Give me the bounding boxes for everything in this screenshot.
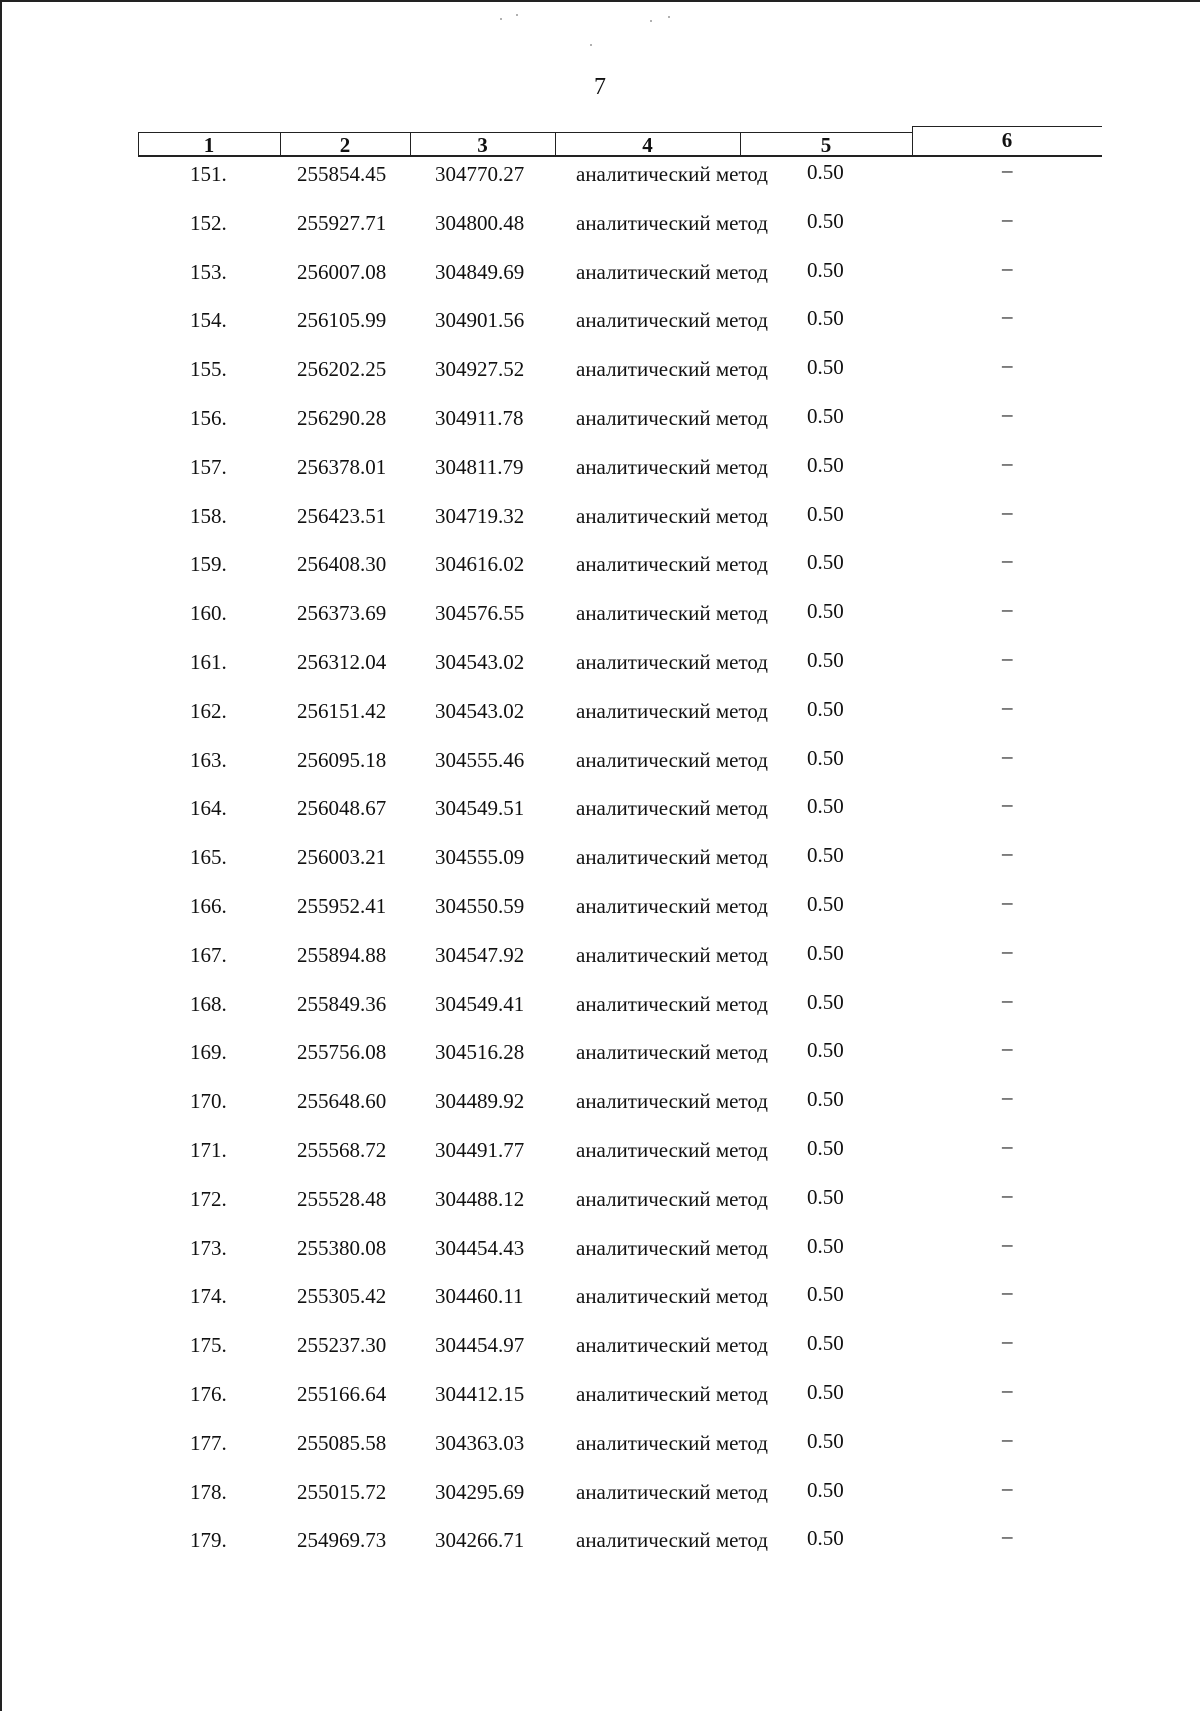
note-cell: –	[1002, 645, 1013, 670]
precision-cell: 0.50	[807, 696, 844, 721]
coordinate-x: 256048.67	[297, 796, 387, 821]
precision-cell: 0.50	[807, 745, 844, 770]
method-cell: аналитический метод	[576, 1430, 768, 1455]
precision-cell: 0.50	[807, 794, 844, 819]
method-cell: аналитический метод	[576, 308, 768, 333]
coordinate-x: 255166.64	[297, 1381, 387, 1406]
precision-cell: 0.50	[807, 306, 844, 331]
precision-cell: 0.50	[807, 1428, 844, 1453]
coordinate-y: 304770.27	[435, 162, 525, 186]
coordinate-x: 254969.73	[297, 1528, 387, 1553]
row-number: 159.	[190, 552, 227, 577]
coordinate-x: 255952.41	[297, 893, 387, 918]
row-number: 156.	[190, 405, 227, 430]
row-number: 164.	[190, 796, 227, 821]
coordinate-x: 256312.04	[297, 649, 387, 674]
table-row	[0, 1036, 1200, 1085]
coordinate-y: 304460.11	[435, 1284, 524, 1309]
precision-cell: 0.50	[807, 647, 844, 672]
row-number: 176.	[190, 1381, 227, 1406]
precision-cell: 0.50	[807, 1038, 844, 1063]
coordinate-x: 255015.72	[297, 1479, 387, 1504]
coordinate-x: 255305.42	[297, 1284, 387, 1309]
row-number: 155.	[190, 357, 227, 382]
coordinate-x: 256151.42	[297, 698, 387, 723]
method-cell: аналитический метод	[576, 698, 768, 723]
table-row	[0, 158, 1200, 207]
coordinate-y: 304927.52	[435, 357, 525, 382]
row-number: 170.	[190, 1089, 227, 1114]
coordinate-y: 304901.56	[435, 308, 525, 333]
coordinate-x: 255854.45	[297, 162, 387, 186]
note-cell: –	[1002, 353, 1013, 378]
row-number: 179.	[190, 1528, 227, 1553]
method-cell: аналитический метод	[576, 454, 768, 479]
method-cell: аналитический метод	[576, 210, 768, 235]
column-header-6: 6	[1001, 128, 1013, 152]
row-number: 172.	[190, 1186, 227, 1211]
table-row	[0, 1134, 1200, 1183]
coordinate-y: 304266.71	[435, 1528, 525, 1553]
table-row	[0, 1427, 1200, 1476]
note-cell: –	[1002, 743, 1013, 768]
method-cell: аналитический метод	[576, 503, 768, 528]
coordinate-y: 304719.32	[435, 503, 525, 528]
coordinate-y: 304412.15	[435, 1381, 525, 1406]
coordinate-y: 304576.55	[435, 601, 525, 626]
table-row	[0, 353, 1200, 402]
precision-cell: 0.50	[807, 257, 844, 282]
coordinate-y: 304547.92	[435, 942, 525, 967]
table-row	[0, 792, 1200, 841]
coordinate-y: 304549.51	[435, 796, 525, 821]
coordinate-x: 255849.36	[297, 991, 387, 1016]
column-header-1: 1	[203, 133, 215, 157]
method-cell: аналитический метод	[576, 1528, 768, 1553]
row-number: 160.	[190, 601, 227, 626]
table-row	[0, 402, 1200, 451]
table-row	[0, 256, 1200, 305]
row-number: 178.	[190, 1479, 227, 1504]
table-row	[0, 695, 1200, 744]
row-number: 163.	[190, 747, 227, 772]
note-cell: –	[1002, 158, 1013, 182]
coordinate-x: 255927.71	[297, 210, 387, 235]
precision-cell: 0.50	[807, 1379, 844, 1404]
table-row	[0, 1232, 1200, 1281]
table-row	[0, 451, 1200, 500]
column-header-4: 4	[642, 133, 653, 157]
note-cell: –	[1002, 1182, 1013, 1207]
method-cell: аналитический метод	[576, 405, 768, 430]
table-row	[0, 207, 1200, 256]
precision-cell: 0.50	[807, 1087, 844, 1112]
coordinate-y: 304543.02	[435, 698, 525, 723]
coordinate-x: 256105.99	[297, 308, 387, 333]
table-row	[0, 1329, 1200, 1378]
row-number: 157.	[190, 454, 227, 479]
coordinate-y: 304363.03	[435, 1430, 525, 1455]
precision-cell: 0.50	[807, 1233, 844, 1258]
note-cell: –	[1002, 450, 1013, 475]
note-cell: –	[1002, 1475, 1013, 1500]
coordinate-y: 304454.43	[435, 1235, 525, 1260]
precision-cell: 0.50	[807, 501, 844, 526]
scan-speck	[650, 20, 652, 22]
coordinate-x: 255085.58	[297, 1430, 387, 1455]
coordinate-x: 256373.69	[297, 601, 387, 626]
coordinate-x: 255568.72	[297, 1137, 387, 1162]
note-cell: –	[1002, 1231, 1013, 1256]
row-number: 158.	[190, 503, 227, 528]
coordinate-y: 304489.92	[435, 1089, 525, 1114]
note-cell: –	[1002, 1280, 1013, 1305]
precision-cell: 0.50	[807, 1477, 844, 1502]
coordinate-y: 304555.46	[435, 747, 525, 772]
coordinate-x: 255648.60	[297, 1089, 387, 1114]
row-number: 152.	[190, 210, 227, 235]
method-cell: аналитический метод	[576, 259, 768, 284]
precision-cell: 0.50	[807, 550, 844, 575]
coordinate-x: 256095.18	[297, 747, 387, 772]
note-cell: –	[1002, 938, 1013, 963]
precision-cell: 0.50	[807, 599, 844, 624]
precision-cell: 0.50	[807, 1135, 844, 1160]
precision-cell: 0.50	[807, 1282, 844, 1307]
precision-cell: 0.50	[807, 843, 844, 868]
note-cell: –	[1002, 841, 1013, 866]
note-cell: –	[1002, 987, 1013, 1012]
precision-cell: 0.50	[807, 891, 844, 916]
row-number: 175.	[190, 1333, 227, 1358]
method-cell: аналитический метод	[576, 845, 768, 870]
table-row	[0, 1524, 1200, 1573]
row-number: 168.	[190, 991, 227, 1016]
precision-cell: 0.50	[807, 1526, 844, 1551]
scan-speck	[668, 16, 670, 18]
method-cell: аналитический метод	[576, 796, 768, 821]
precision-cell: 0.50	[807, 452, 844, 477]
coordinate-x: 256202.25	[297, 357, 387, 382]
method-cell: аналитический метод	[576, 1333, 768, 1358]
note-cell: –	[1002, 1377, 1013, 1402]
method-cell: аналитический метод	[576, 747, 768, 772]
page-border-top	[0, 0, 1200, 2]
method-cell: аналитический метод	[576, 1284, 768, 1309]
table-row	[0, 500, 1200, 549]
precision-cell: 0.50	[807, 355, 844, 380]
row-number: 166.	[190, 893, 227, 918]
coordinate-y: 304555.09	[435, 845, 525, 870]
row-number: 177.	[190, 1430, 227, 1455]
coordinate-x: 256423.51	[297, 503, 387, 528]
table-row	[0, 744, 1200, 793]
row-number: 161.	[190, 649, 227, 674]
precision-cell: 0.50	[807, 1184, 844, 1209]
note-cell: –	[1002, 1426, 1013, 1451]
coordinate-x: 256378.01	[297, 454, 387, 479]
coordinate-y: 304488.12	[435, 1186, 525, 1211]
coordinate-y: 304550.59	[435, 893, 525, 918]
method-cell: аналитический метод	[576, 601, 768, 626]
method-cell: аналитический метод	[576, 1137, 768, 1162]
table-row	[0, 1085, 1200, 1134]
scan-speck	[516, 14, 518, 16]
table-row	[0, 597, 1200, 646]
coordinate-y: 304811.79	[435, 454, 524, 479]
column-header-2: 2	[339, 133, 351, 157]
note-cell: –	[1002, 1036, 1013, 1061]
precision-cell: 0.50	[807, 1331, 844, 1356]
method-cell: аналитический метод	[576, 162, 768, 186]
coordinate-x: 256408.30	[297, 552, 387, 577]
coordinate-y: 304549.41	[435, 991, 525, 1016]
row-number: 154.	[190, 308, 227, 333]
note-cell: –	[1002, 206, 1013, 231]
coordinate-y: 304295.69	[435, 1479, 525, 1504]
coordinate-y: 304616.02	[435, 552, 525, 577]
method-cell: аналитический метод	[576, 1186, 768, 1211]
row-number: 162.	[190, 698, 227, 723]
note-cell: –	[1002, 597, 1013, 622]
coordinate-x: 255237.30	[297, 1333, 387, 1358]
method-cell: аналитический метод	[576, 1040, 768, 1065]
note-cell: –	[1002, 548, 1013, 573]
note-cell: –	[1002, 694, 1013, 719]
row-number: 165.	[190, 845, 227, 870]
coordinate-x: 256003.21	[297, 845, 387, 870]
precision-cell: 0.50	[807, 160, 844, 184]
precision-cell: 0.50	[807, 989, 844, 1014]
coordinate-y: 304491.77	[435, 1137, 525, 1162]
coordinate-x: 255756.08	[297, 1040, 387, 1065]
row-number: 153.	[190, 259, 227, 284]
note-cell: –	[1002, 1133, 1013, 1158]
coordinate-x: 255380.08	[297, 1235, 387, 1260]
coordinate-x: 256290.28	[297, 405, 387, 430]
note-cell: –	[1002, 401, 1013, 426]
table-row	[0, 1280, 1200, 1329]
coordinate-y: 304454.97	[435, 1333, 525, 1358]
row-number: 169.	[190, 1040, 227, 1065]
table-row	[0, 548, 1200, 597]
coordinate-x: 256007.08	[297, 259, 387, 284]
coordinate-y: 304849.69	[435, 259, 525, 284]
method-cell: аналитический метод	[576, 991, 768, 1016]
note-cell: –	[1002, 304, 1013, 329]
method-cell: аналитический метод	[576, 893, 768, 918]
precision-cell: 0.50	[807, 940, 844, 965]
method-cell: аналитический метод	[576, 552, 768, 577]
method-cell: аналитический метод	[576, 357, 768, 382]
row-number: 174.	[190, 1284, 227, 1309]
note-cell: –	[1002, 499, 1013, 524]
column-header-5: 5	[820, 133, 832, 157]
table-row	[0, 1183, 1200, 1232]
column-header-3: 3	[477, 133, 488, 157]
note-cell: –	[1002, 792, 1013, 817]
coordinate-y: 304800.48	[435, 210, 525, 235]
table-row	[0, 988, 1200, 1037]
table-row	[0, 939, 1200, 988]
note-cell: –	[1002, 1329, 1013, 1354]
method-cell: аналитический метод	[576, 942, 768, 967]
row-number: 173.	[190, 1235, 227, 1260]
precision-cell: 0.50	[807, 403, 844, 428]
table-row	[0, 1476, 1200, 1525]
method-cell: аналитический метод	[576, 649, 768, 674]
coordinate-y: 304543.02	[435, 649, 525, 674]
precision-cell: 0.50	[807, 208, 844, 233]
note-cell: –	[1002, 255, 1013, 280]
scan-speck	[590, 44, 592, 46]
table-row	[0, 890, 1200, 939]
method-cell: аналитический метод	[576, 1089, 768, 1114]
note-cell: –	[1002, 1524, 1013, 1549]
row-number: 167.	[190, 942, 227, 967]
coordinate-x: 255894.88	[297, 942, 387, 967]
note-cell: –	[1002, 889, 1013, 914]
page-number: 7	[594, 74, 606, 100]
coordinate-y: 304516.28	[435, 1040, 525, 1065]
table-row	[0, 304, 1200, 353]
table-row	[0, 646, 1200, 695]
coordinate-x: 255528.48	[297, 1186, 387, 1211]
note-cell: –	[1002, 1085, 1013, 1110]
table-row	[0, 841, 1200, 890]
method-cell: аналитический метод	[576, 1235, 768, 1260]
method-cell: аналитический метод	[576, 1381, 768, 1406]
row-number: 151.	[190, 162, 227, 186]
table-row	[0, 1378, 1200, 1427]
table-body	[0, 158, 1200, 1573]
method-cell: аналитический метод	[576, 1479, 768, 1504]
coordinate-y: 304911.78	[435, 405, 524, 430]
row-number: 171.	[190, 1137, 227, 1162]
scan-speck	[500, 18, 502, 20]
